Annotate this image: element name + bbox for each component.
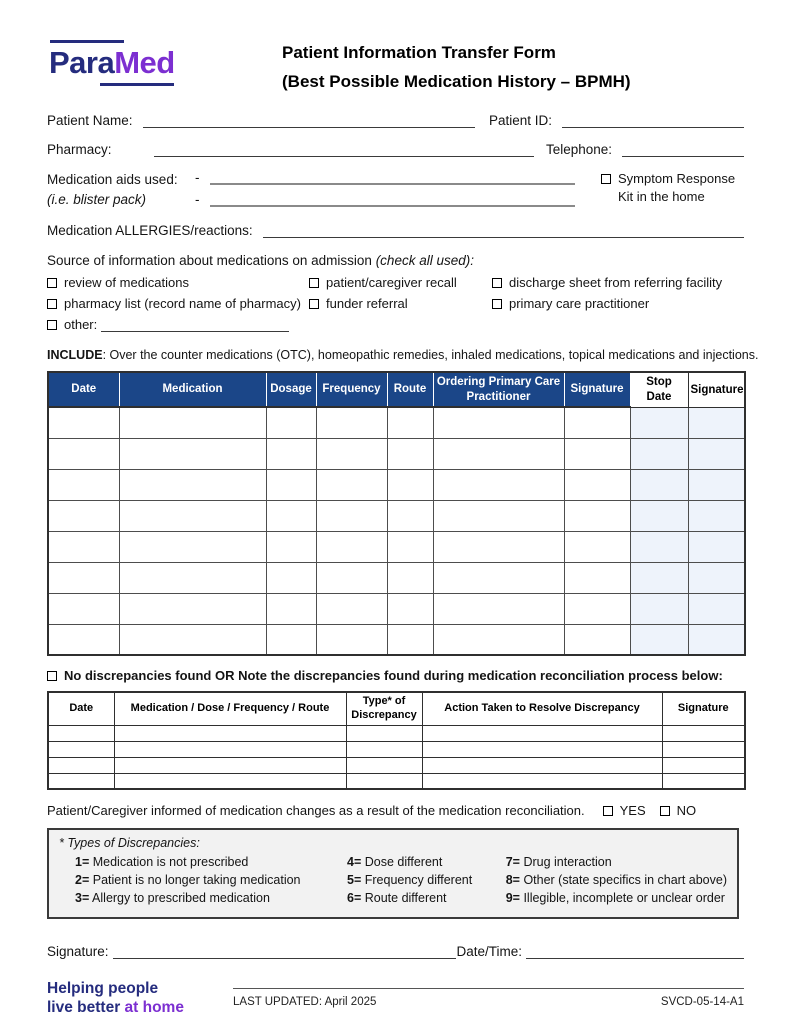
logo-text-para: Para xyxy=(49,45,115,80)
patient-id-input-line[interactable] xyxy=(562,112,744,128)
discrepancy-type-1 xyxy=(75,855,347,869)
option-patient-caregiver-recall xyxy=(309,275,492,290)
empty-cell[interactable] xyxy=(422,757,662,773)
empty-cell[interactable] xyxy=(316,624,387,655)
option-label: funder referral xyxy=(326,296,408,311)
empty-cell[interactable] xyxy=(316,500,387,531)
empty-cell[interactable] xyxy=(48,438,119,469)
medication-aids-label: Medication aids used: xyxy=(47,172,178,187)
symptom-kit-option xyxy=(601,170,744,214)
empty-cell[interactable] xyxy=(387,500,433,531)
datetime-label: Date/Time: xyxy=(456,944,522,959)
empty-cell[interactable] xyxy=(422,725,662,741)
empty-cell[interactable] xyxy=(387,531,433,562)
tagline-line2-navy: live better xyxy=(47,999,125,1016)
discharge-sheet-checkbox[interactable] xyxy=(492,278,502,288)
medication-table xyxy=(47,371,746,656)
empty-cell[interactable] xyxy=(346,725,422,741)
empty-cell[interactable] xyxy=(422,773,662,789)
no-label: NO xyxy=(676,803,697,818)
signature-label: Signature: xyxy=(47,944,109,959)
empty-cell[interactable] xyxy=(688,624,745,655)
empty-cell[interactable] xyxy=(688,531,745,562)
dash-bullet: - xyxy=(195,170,200,185)
empty-cell[interactable] xyxy=(48,624,119,655)
discrepancy-type-6 xyxy=(347,891,506,905)
empty-row xyxy=(48,531,745,562)
type-text: Drug interaction xyxy=(519,855,612,869)
empty-cell[interactable] xyxy=(119,624,266,655)
empty-cell[interactable] xyxy=(564,624,630,655)
col-header-frequency: Frequency xyxy=(316,372,387,407)
empty-cell[interactable] xyxy=(662,773,745,789)
option-pharmacy-list xyxy=(47,296,309,311)
empty-cell[interactable] xyxy=(48,531,119,562)
option-discharge-sheet xyxy=(492,275,744,290)
brand-tagline xyxy=(47,979,233,1017)
option-label: pharmacy list (record name of pharmacy) xyxy=(64,296,301,311)
empty-cell[interactable] xyxy=(662,725,745,741)
type-number: 3= xyxy=(75,891,90,905)
empty-cell[interactable] xyxy=(48,773,114,789)
type-text: Dose different xyxy=(361,855,443,869)
form-title-line1: Patient Information Transfer Form xyxy=(282,43,556,62)
empty-cell[interactable] xyxy=(387,438,433,469)
col-header-signature: Signature xyxy=(564,372,630,407)
empty-row xyxy=(48,593,745,624)
empty-cell[interactable] xyxy=(119,593,266,624)
logo-bottom-rule xyxy=(100,83,174,86)
empty-cell[interactable] xyxy=(422,741,662,757)
empty-cell[interactable] xyxy=(688,407,745,438)
empty-cell[interactable] xyxy=(316,562,387,593)
empty-cell[interactable] xyxy=(387,469,433,500)
discrepancy-table xyxy=(47,691,746,790)
signature-input-line[interactable] xyxy=(113,943,457,959)
empty-cell[interactable] xyxy=(630,438,688,469)
option-label: discharge sheet from referring facility xyxy=(509,275,723,290)
empty-cell[interactable] xyxy=(688,593,745,624)
type-number: 5= xyxy=(347,873,362,887)
empty-cell[interactable] xyxy=(119,562,266,593)
col-header-ordering-practitioner: Ordering Primary Care Practitioner xyxy=(433,372,564,407)
symptom-kit-checkbox[interactable] xyxy=(601,174,611,184)
option-review-of-medications xyxy=(47,275,309,290)
empty-cell[interactable] xyxy=(266,407,316,438)
discrepancy-type-2 xyxy=(75,873,347,887)
type-text: Frequency different xyxy=(361,873,473,887)
col-header-route: Route xyxy=(387,372,433,407)
discrepancy-table-header-row xyxy=(48,692,745,725)
empty-cell[interactable] xyxy=(662,741,745,757)
types-of-discrepancies-box xyxy=(47,828,739,919)
yes-checkbox[interactable] xyxy=(603,806,613,816)
empty-row xyxy=(48,757,745,773)
empty-cell[interactable] xyxy=(630,531,688,562)
symptom-kit-label-line2: Kit in the home xyxy=(618,189,705,204)
empty-cell[interactable] xyxy=(564,500,630,531)
patient-informed-line xyxy=(47,803,744,818)
empty-cell[interactable] xyxy=(433,624,564,655)
option-label: review of medications xyxy=(64,275,189,290)
empty-cell[interactable] xyxy=(119,531,266,562)
empty-cell[interactable] xyxy=(433,438,564,469)
logo-top-rule xyxy=(50,40,124,43)
empty-cell[interactable] xyxy=(48,500,119,531)
pharmacy-input-line[interactable] xyxy=(154,141,534,157)
empty-cell[interactable] xyxy=(266,624,316,655)
no-checkbox[interactable] xyxy=(660,806,670,816)
empty-row xyxy=(48,500,745,531)
source-of-information-section xyxy=(47,253,744,338)
option-primary-care-practitioner xyxy=(492,296,744,311)
yes-label: YES xyxy=(619,803,646,818)
empty-cell[interactable] xyxy=(564,407,630,438)
empty-cell[interactable] xyxy=(119,438,266,469)
type-text: Other (state specifics in chart above) xyxy=(519,873,727,887)
tagline-line1: Helping people xyxy=(47,980,159,997)
pharmacy-row xyxy=(47,141,744,157)
empty-cell[interactable] xyxy=(48,725,114,741)
col-header-medication: Medication xyxy=(119,372,266,407)
disc-col-type: Type* of Discrepancy xyxy=(346,692,422,725)
allergies-row xyxy=(47,222,744,238)
funder-referral-checkbox[interactable] xyxy=(309,299,319,309)
col-header-stop-signature: Signature xyxy=(688,372,745,407)
empty-cell[interactable] xyxy=(688,562,745,593)
empty-cell[interactable] xyxy=(630,624,688,655)
disc-col-date: Date xyxy=(48,692,114,725)
empty-row xyxy=(48,562,745,593)
empty-cell[interactable] xyxy=(316,407,387,438)
empty-cell[interactable] xyxy=(564,469,630,500)
allergies-input-line[interactable] xyxy=(263,222,744,238)
empty-row xyxy=(48,469,745,500)
empty-cell[interactable] xyxy=(630,593,688,624)
empty-cell[interactable] xyxy=(48,562,119,593)
empty-cell[interactable] xyxy=(266,593,316,624)
discrepancy-type-5 xyxy=(347,873,506,887)
include-bold: INCLUDE xyxy=(47,348,103,362)
empty-cell[interactable] xyxy=(346,757,422,773)
empty-cell[interactable] xyxy=(346,773,422,789)
empty-row xyxy=(48,741,745,757)
empty-cell[interactable] xyxy=(266,469,316,500)
telephone-input-line[interactable] xyxy=(622,141,744,157)
document-code: SVCD-05-14-A1 xyxy=(660,996,744,1008)
empty-cell[interactable] xyxy=(316,593,387,624)
empty-cell[interactable] xyxy=(630,562,688,593)
type-number: 2= xyxy=(75,873,90,887)
empty-cell[interactable] xyxy=(316,469,387,500)
empty-cell[interactable] xyxy=(433,407,564,438)
empty-cell[interactable] xyxy=(564,531,630,562)
empty-cell[interactable] xyxy=(266,438,316,469)
empty-cell[interactable] xyxy=(387,407,433,438)
empty-row xyxy=(48,624,745,655)
patient-name-label: Patient Name: xyxy=(47,113,133,128)
empty-row xyxy=(48,407,745,438)
discrepancy-type-7 xyxy=(506,855,727,869)
empty-cell[interactable] xyxy=(630,469,688,500)
source-intro-italic: (check all used): xyxy=(375,253,474,268)
empty-cell[interactable] xyxy=(433,469,564,500)
empty-cell[interactable] xyxy=(630,407,688,438)
empty-cell[interactable] xyxy=(433,593,564,624)
empty-cell[interactable] xyxy=(433,531,564,562)
types-box-title: * Types of Discrepancies: xyxy=(59,836,200,850)
informed-no-option xyxy=(660,803,697,818)
empty-cell[interactable] xyxy=(387,562,433,593)
primary-care-checkbox[interactable] xyxy=(492,299,502,309)
empty-cell[interactable] xyxy=(119,500,266,531)
empty-cell[interactable] xyxy=(564,593,630,624)
include-text: : Over the counter medications (OTC), homeopathic remedies, inhaled medications, topical medications and injections. xyxy=(102,348,759,362)
review-medications-checkbox[interactable] xyxy=(47,278,57,288)
option-label: primary care practitioner xyxy=(509,296,650,311)
include-note xyxy=(47,348,759,362)
logo-text-med: Med xyxy=(114,45,175,80)
empty-cell[interactable] xyxy=(688,438,745,469)
empty-row xyxy=(48,773,745,789)
patient-recall-checkbox[interactable] xyxy=(309,278,319,288)
empty-cell[interactable] xyxy=(688,500,745,531)
disc-col-medication: Medication / Dose / Frequency / Route xyxy=(114,692,346,725)
empty-cell[interactable] xyxy=(433,562,564,593)
medication-aids-section xyxy=(47,170,744,214)
disc-col-action: Action Taken to Resolve Discrepancy xyxy=(422,692,662,725)
empty-cell[interactable] xyxy=(316,438,387,469)
disc-col-signature: Signature xyxy=(662,692,745,725)
empty-cell[interactable] xyxy=(114,741,346,757)
type-number: 8= xyxy=(505,873,520,887)
no-discrepancies-text: No discrepancies found OR Note the discrepancies found during medication reconciliation process below: xyxy=(64,668,723,683)
page-header xyxy=(47,34,744,96)
empty-cell[interactable] xyxy=(564,562,630,593)
no-discrepancies-checkbox[interactable] xyxy=(47,671,57,681)
col-header-dosage: Dosage xyxy=(266,372,316,407)
source-intro-text: Source of information about medications on admission xyxy=(47,253,376,268)
discrepancy-type-8 xyxy=(506,873,727,887)
type-number: 7= xyxy=(505,855,520,869)
option-funder-referral xyxy=(309,296,492,311)
last-updated-text: LAST UPDATED: April 2025 xyxy=(233,996,377,1008)
discrepancy-type-4 xyxy=(347,855,506,869)
discrepancy-type-3 xyxy=(75,891,347,905)
telephone-label: Telephone: xyxy=(545,142,612,157)
type-number: 1= xyxy=(75,855,90,869)
empty-cell[interactable] xyxy=(630,500,688,531)
form-title-line2: (Best Possible Medication History – BPMH) xyxy=(282,72,631,91)
empty-cell[interactable] xyxy=(48,407,119,438)
empty-cell[interactable] xyxy=(119,407,266,438)
type-number: 6= xyxy=(347,891,362,905)
patient-name-row xyxy=(47,112,744,128)
empty-cell[interactable] xyxy=(48,593,119,624)
empty-cell[interactable] xyxy=(48,757,114,773)
empty-cell[interactable] xyxy=(387,624,433,655)
medication-table-header-row xyxy=(48,372,745,407)
empty-cell[interactable] xyxy=(48,469,119,500)
option-other xyxy=(47,317,309,332)
paramed-logo xyxy=(47,34,239,96)
symptom-kit-label-line1: Symptom Response xyxy=(618,171,736,186)
tagline-line2-purple: at home xyxy=(124,999,184,1016)
page-footer xyxy=(47,979,744,1017)
no-discrepancies-line xyxy=(47,668,744,683)
empty-row xyxy=(48,438,745,469)
patient-id-label: Patient ID: xyxy=(488,113,552,128)
empty-cell[interactable] xyxy=(114,757,346,773)
col-header-date: Date xyxy=(48,372,119,407)
empty-cell[interactable] xyxy=(119,469,266,500)
type-number: 9= xyxy=(505,891,520,905)
datetime-input-line[interactable] xyxy=(526,943,744,959)
patient-name-input-line[interactable] xyxy=(143,112,475,128)
empty-cell[interactable] xyxy=(316,531,387,562)
empty-cell[interactable] xyxy=(114,773,346,789)
dash-bullet: - xyxy=(195,192,200,207)
informed-yes-option xyxy=(603,803,646,818)
patient-informed-text: Patient/Caregiver informed of medication changes as a result of the medication reconciliation. xyxy=(47,803,585,818)
empty-cell[interactable] xyxy=(114,725,346,741)
pharmacy-label: Pharmacy: xyxy=(47,142,112,157)
empty-cell[interactable] xyxy=(346,741,422,757)
footer-meta xyxy=(233,988,744,1017)
discrepancy-type-9 xyxy=(506,891,727,905)
empty-cell[interactable] xyxy=(387,593,433,624)
allergies-label: Medication ALLERGIES/reactions: xyxy=(47,223,253,238)
other-checkbox[interactable] xyxy=(47,320,57,330)
empty-cell[interactable] xyxy=(266,500,316,531)
empty-cell[interactable] xyxy=(266,562,316,593)
medication-aid-input-line-2[interactable] xyxy=(210,193,576,207)
medication-aid-input-line-1[interactable] xyxy=(210,171,576,185)
option-label: patient/caregiver recall xyxy=(326,275,457,290)
other-label: other: xyxy=(64,317,98,332)
medication-aids-sublabel: (i.e. blister pack) xyxy=(47,192,147,207)
empty-cell[interactable] xyxy=(266,531,316,562)
type-text: Route different xyxy=(361,891,447,905)
empty-row xyxy=(48,725,745,741)
empty-cell[interactable] xyxy=(564,438,630,469)
empty-cell[interactable] xyxy=(48,741,114,757)
type-text: Patient is no longer taking medication xyxy=(89,873,301,887)
other-input-line[interactable] xyxy=(101,318,289,332)
col-header-stop-date: Stop Date xyxy=(630,372,688,407)
signoff-row xyxy=(47,943,744,959)
pharmacy-list-checkbox[interactable] xyxy=(47,299,57,309)
empty-cell[interactable] xyxy=(688,469,745,500)
type-number: 4= xyxy=(347,855,362,869)
empty-cell[interactable] xyxy=(433,500,564,531)
type-text: Illegible, incomplete or unclear order xyxy=(519,891,725,905)
type-text: Medication is not prescribed xyxy=(89,855,249,869)
type-text: Allergy to prescribed medication xyxy=(89,891,270,905)
empty-cell[interactable] xyxy=(662,757,745,773)
form-title xyxy=(239,34,631,96)
